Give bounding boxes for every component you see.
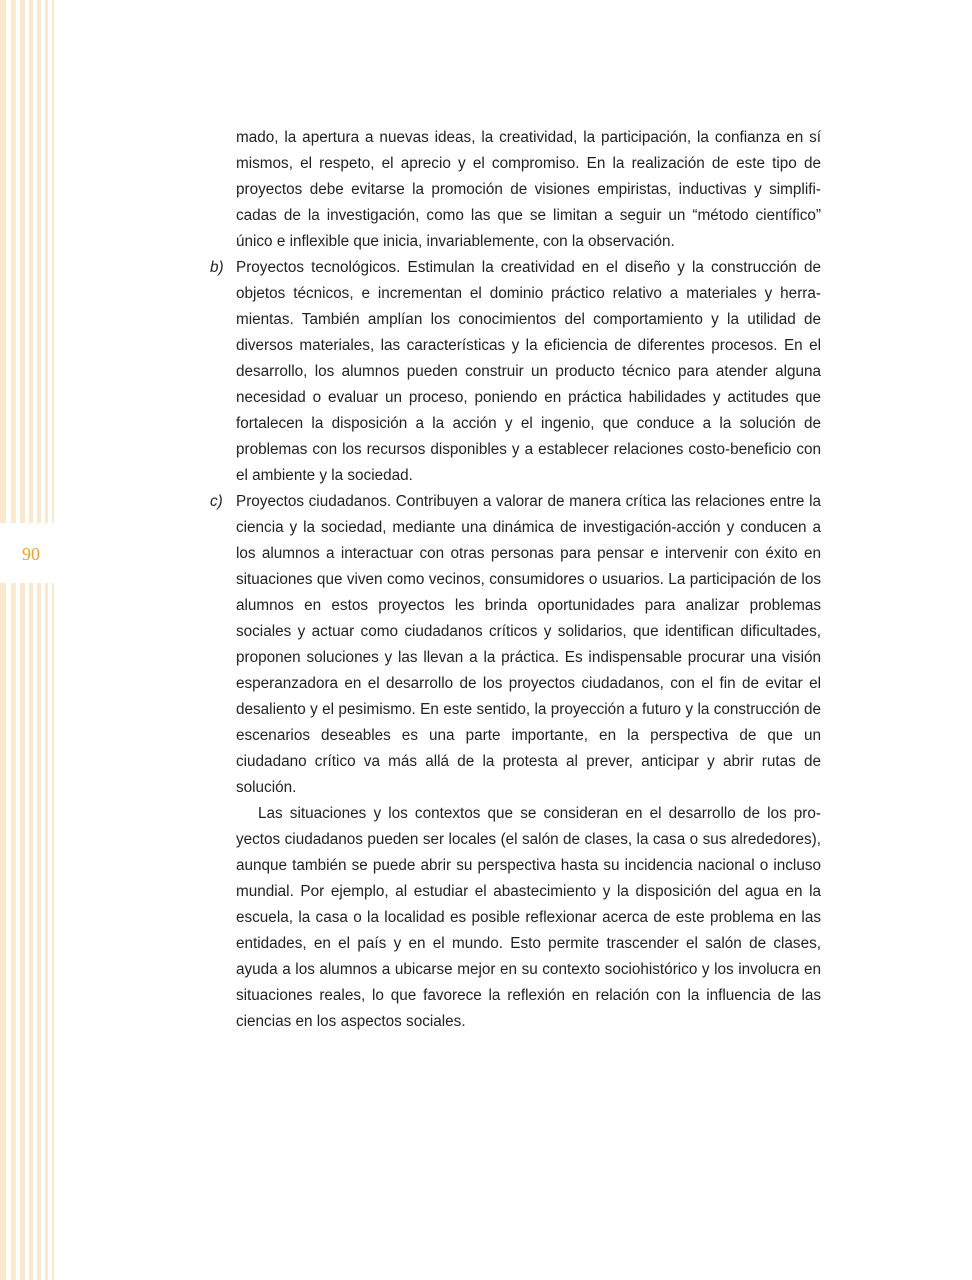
page-number: 90 (22, 544, 40, 564)
body-text (210, 125, 821, 1035)
list-item-text: Proyectos ciudadanos. Contribuyen a valorar de manera crítica las relaciones entre la ciencia y la sociedad, mediante una dinámica de investigación-acción y conducen a los alumnos a interactuar con otras personas para pensar e intervenir con éxito en situaciones que viven como vecinos, consumidores o usuarios. La participación de los alumnos en estos proyectos les brinda oportunidades para analizar problemas sociales y actuar como ciudadanos críticos y solidarios, que identifican dificultades, proponen soluciones y las llevan a la práctica. Es indispensable procurar una visión esperanzadora en el desarrollo de los proyectos ciudadanos, con el fin de evitar el desaliento y el pesimismo. En este sentido, la proyección a futuro y la construcción de escenarios deseables es una parte importante, en la perspectiva de que un ciudadano crítico va más allá de la protesta al prever, anticipar y abrir rutas de solución. (236, 493, 821, 796)
continuation-paragraph: mado, la apertura a nuevas ideas, la creatividad, la participación, la confianza en sí mismos, el respeto, el aprecio y el compromiso. En la realización de este tipo de proyectos debe evitarse la promoción de visiones empiristas, inductivas y simplificadas de la investigación, como las que se limitan a seguir un “método científico” único e inflexible que inicia, invariablemente, con la observación. (236, 129, 821, 250)
list-marker: c) (210, 493, 223, 510)
list-item-b (210, 255, 821, 489)
list-item-text: Proyectos tecnológicos. Estimulan la creatividad en el diseño y la construcción de objetos técnicos, e incrementan el dominio práctico relativo a materiales y herramientas. También amplían los conocimientos del comportamiento y la utilidad de diversos materiales, las características y la eficiencia de diferentes procesos. En el desarrollo, los alumnos pueden construir un producto técnico para atender alguna necesidad o evaluar un proceso, poniendo en práctica habilidades y actitudes que fortalecen la disposición a la acción y el ingenio, que conduce a la solución de problemas con los recursos disponibles y a establecer relaciones costo-beneficio con el ambiente y la sociedad. (236, 259, 821, 484)
closing-paragraph: Las situaciones y los contextos que se consideran en el desarrollo de los proyectos ciudadanos pueden ser locales (el salón de clases, la casa o sus alrededores), aunque también se puede abrir su perspectiva hasta su incidencia nacional o incluso mundial. Por ejemplo, al estudiar el abastecimiento y la disposición del agua en la escuela, la casa o la localidad es posible reflexionar acerca de este problema en las entidades, en el país y en el mundo. Esto permite trascender el salón de clases, ayuda a los alumnos a ubicarse mejor en su contexto sociohistórico y los involucra en situaciones reales, lo que favorece la reflexión en relación con la influencia de las ciencias en los aspectos sociales. (236, 805, 821, 1030)
list-marker: b) (210, 259, 224, 276)
list-item-c (210, 489, 821, 801)
margin-stripes-decoration (0, 0, 60, 1280)
